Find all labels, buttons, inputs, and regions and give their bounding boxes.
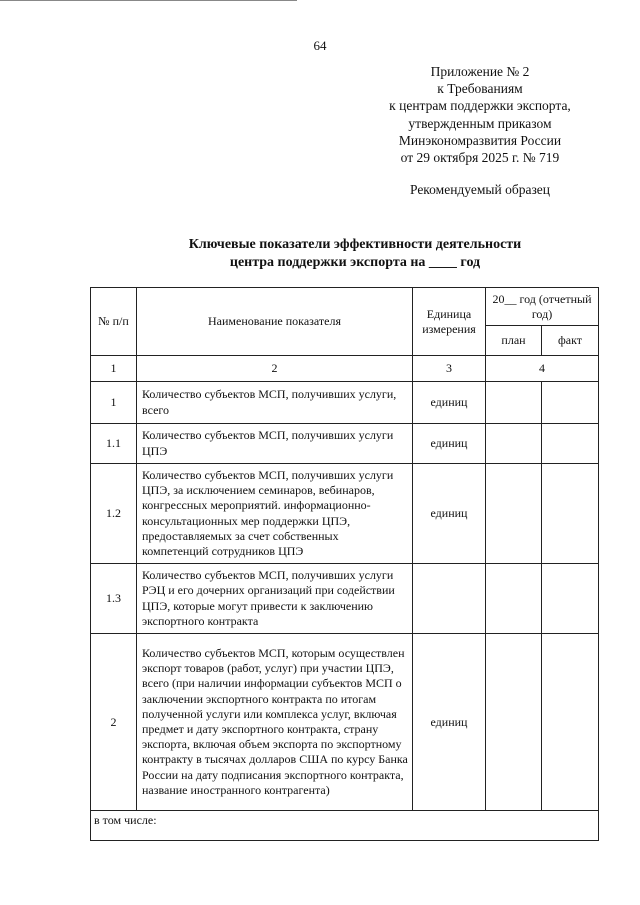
plan-cell[interactable] [486,464,542,564]
plan-cell[interactable] [486,424,542,464]
fact-cell[interactable] [542,424,599,464]
appendix-block [330,63,630,166]
appendix-line: от 29 октября 2025 г. № 719 [400,150,560,166]
plan-cell[interactable] [486,382,542,424]
indicator-unit [413,564,486,634]
appendix-line: к Требованиям [437,81,523,97]
indicator-name: Количество субъектов МСП, получивших услуги, всего [137,382,413,424]
document-title [90,236,620,272]
indicator-unit: единиц [413,464,486,564]
header-name: Наименование показателя [137,288,413,356]
header-num: № п/п [91,288,137,356]
table-row [91,634,599,811]
header-unit: Единица измерения [413,288,486,356]
appendix-line: утвержденным приказом [408,115,552,131]
indicator-unit: единиц [413,634,486,811]
indicator-name: Количество субъектов МСП, получивших услуги РЭЦ и его дочерних организаций при содействии ЦПЭ, которые могут привести к заключению экспортного контракта [137,564,413,634]
indicators-table [90,287,599,841]
header-row [91,288,599,326]
indicator-name: Количество субъектов МСП, которым осуществлен экспорт товаров (работ, услуг) при участии ЦПЭ, всего (при наличии информации субъектов МСП о заключении экспортного контракта по итогам полученной услуги или комплекса услуг, включая предмет и дату экспортного контракта, страну экспорта, включая объем экспорта по экспортному контракту в тысячах долларов США по курсу Банка России на дату подписания экспортного контракта, название иностранного контрагента) [137,634,413,811]
column-number: 1 [91,356,137,382]
column-number-row [91,356,599,382]
plan-cell[interactable] [486,564,542,634]
row-number: 1.1 [91,424,137,464]
appendix-line: Минэкономразвития России [398,132,562,148]
column-number: 4 [486,356,599,382]
plan-cell[interactable] [486,634,542,811]
table-row [91,564,599,634]
sample-label: Рекомендуемый образец [409,182,550,197]
title-line-1: Ключевые показатели эффективности деятельности [188,237,522,252]
table-row [91,382,599,424]
row-number: 1 [91,382,137,424]
fact-cell[interactable] [542,382,599,424]
header-fact: факт [542,326,599,356]
fact-cell[interactable] [542,564,599,634]
appendix-line: к центрам поддержки экспорта, [389,98,571,114]
footer-row [91,811,599,841]
column-number: 3 [413,356,486,382]
fact-cell[interactable] [542,634,599,811]
top-border-line [0,0,297,1]
appendix-line: Приложение № 2 [430,64,530,79]
title-line-2: центра поддержки экспорта на ____ год [229,255,481,270]
indicator-name: Количество субъектов МСП, получивших услуги ЦПЭ, за исключением семинаров, вебинаров, конгрессных мероприятий. информационно-консультационных мер поддержки ЦПЭ, предоставляемых за счет собственных компетенций сотрудников ЦПЭ [137,464,413,564]
indicator-unit: единиц [413,382,486,424]
including-label: в том числе: [91,811,599,841]
indicator-name: Количество субъектов МСП, получивших услуги ЦПЭ [137,424,413,464]
header-plan: план [486,326,542,356]
row-number: 1.2 [91,464,137,564]
table-row [91,464,599,564]
header-year: 20__ год (отчетный год) [486,288,599,326]
column-number: 2 [137,356,413,382]
page-number: 64 [313,38,327,53]
fact-cell[interactable] [542,464,599,564]
row-number: 1.3 [91,564,137,634]
indicator-unit: единиц [413,424,486,464]
row-number: 2 [91,634,137,811]
table-row [91,424,599,464]
